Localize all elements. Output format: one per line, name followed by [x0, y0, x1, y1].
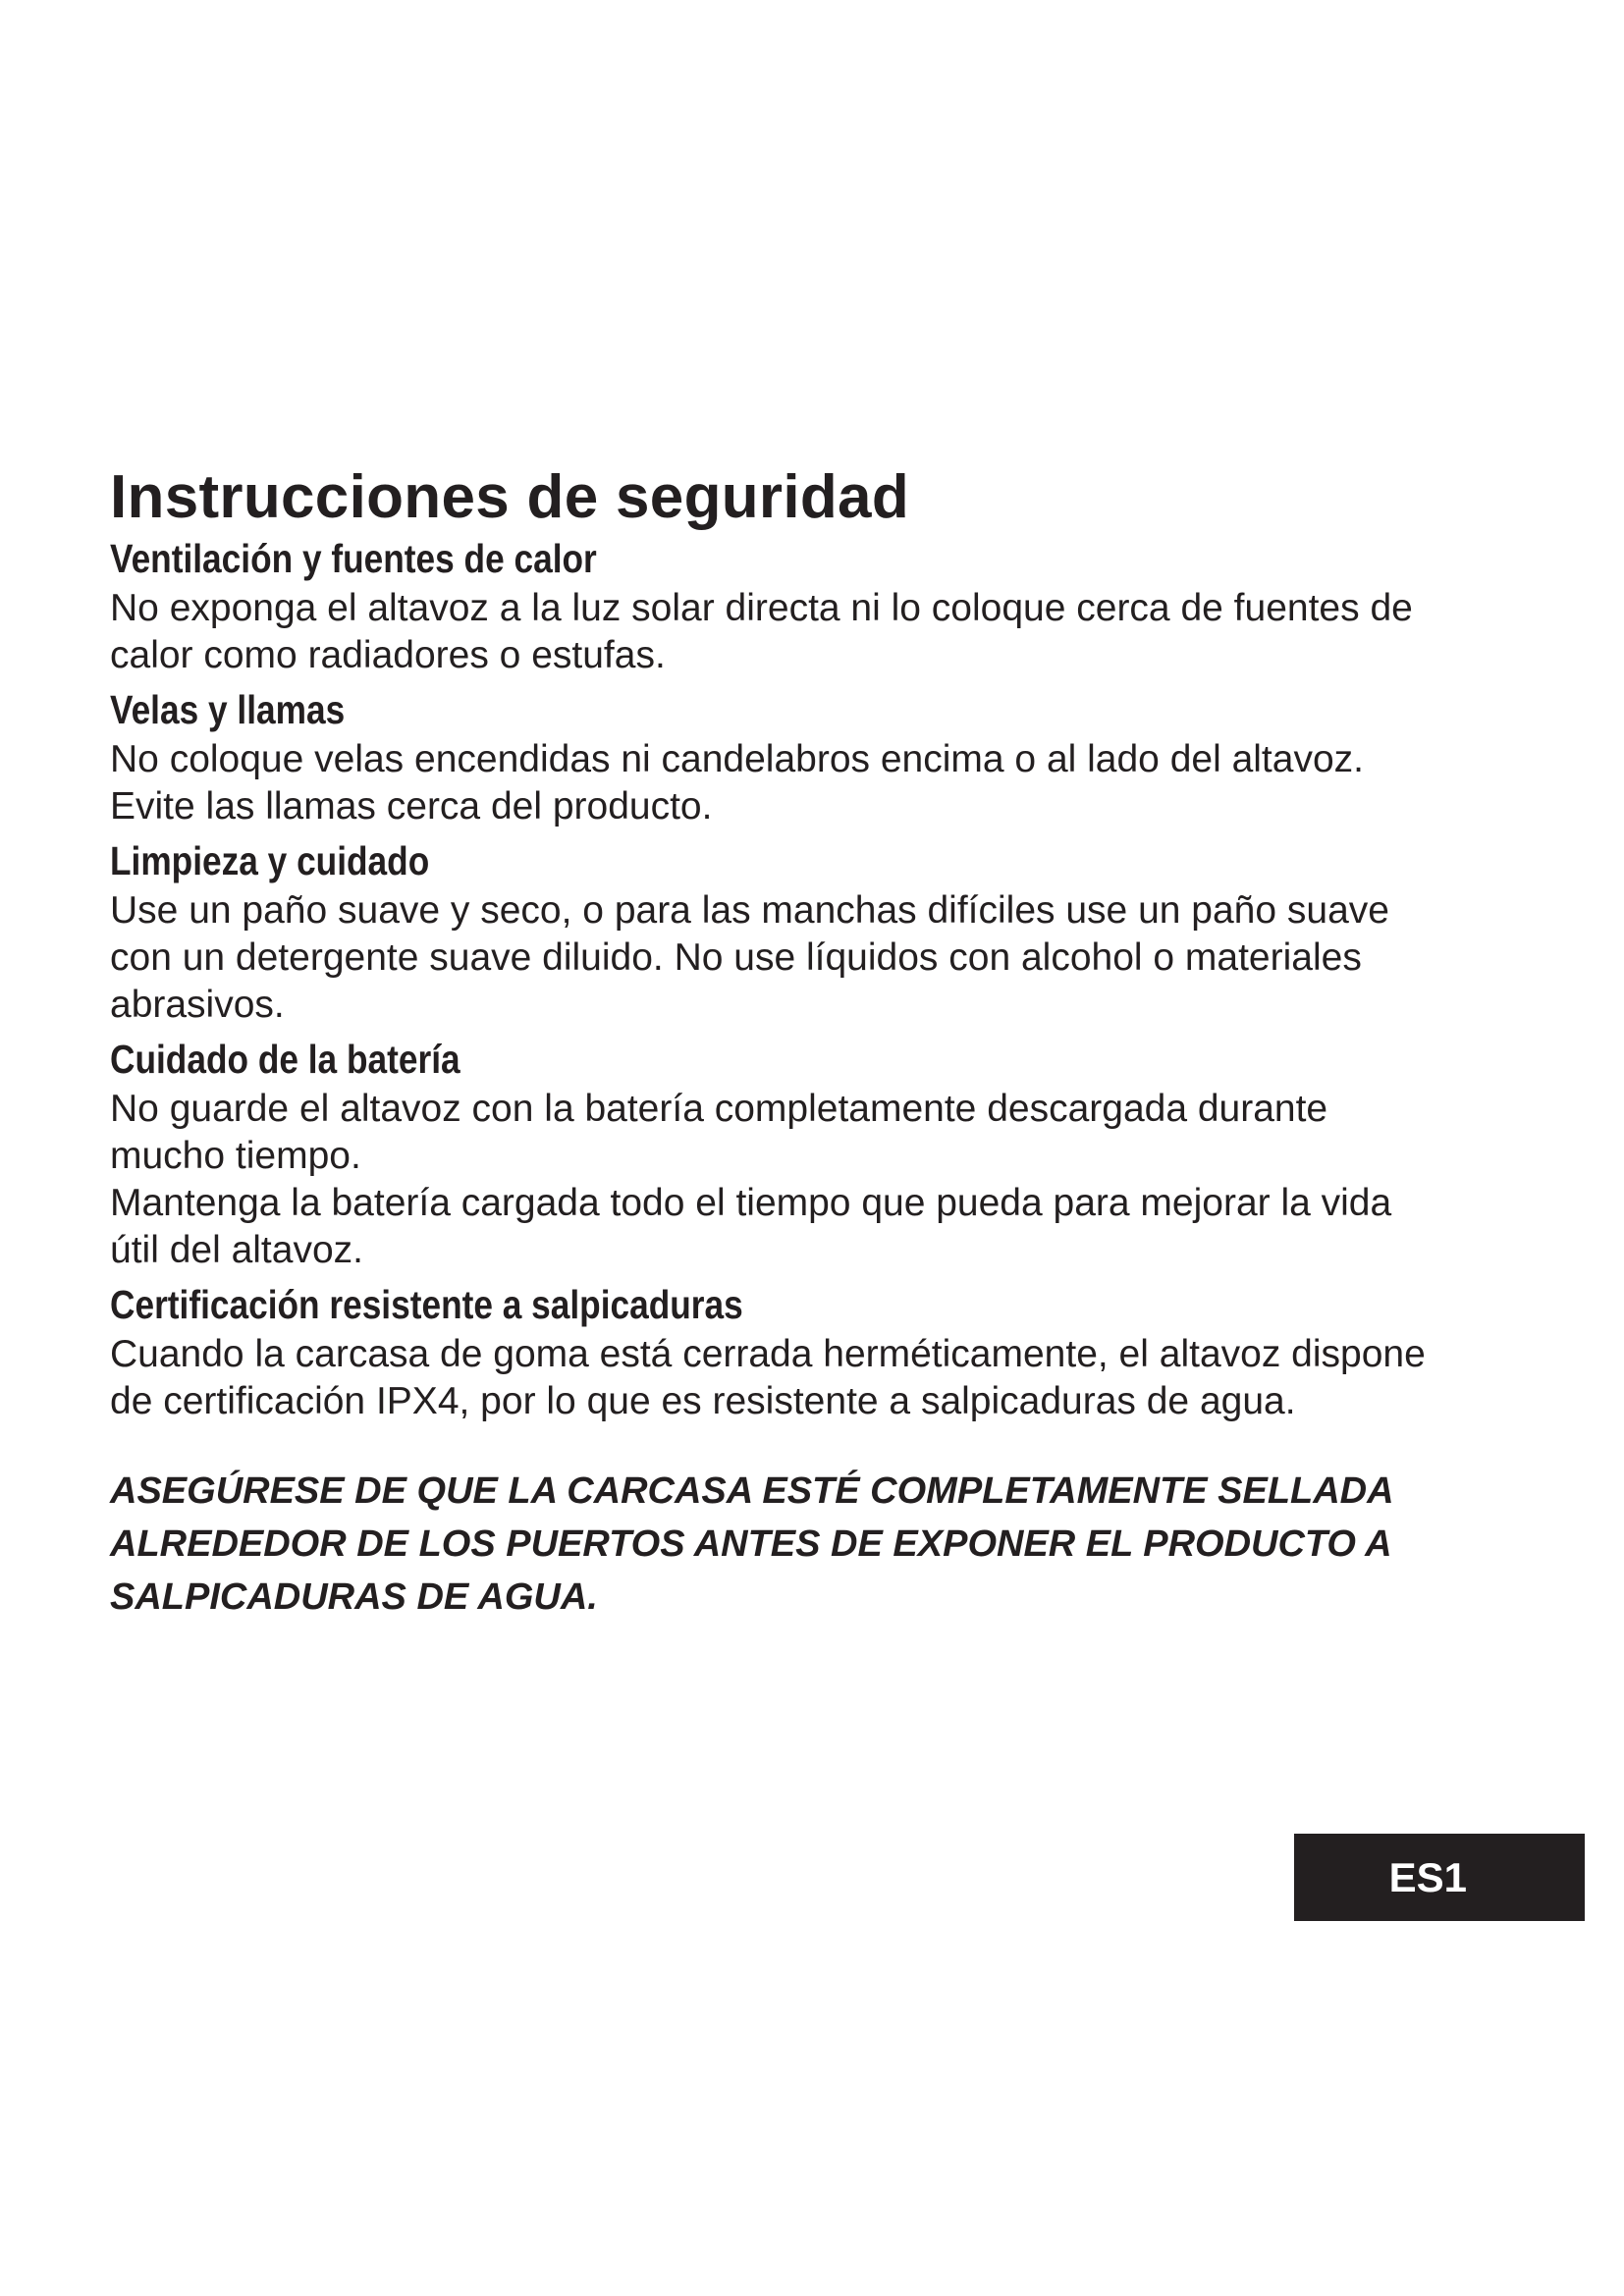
section-cleaning	[110, 836, 1524, 1029]
section-body: No exponga el altavoz a la luz solar directa ni lo coloque cerca de fuentes de calor como radiadores o estufas.	[110, 587, 1413, 676]
section-candles	[110, 685, 1524, 830]
section-heading: Certificación resistente a salpicaduras	[110, 1282, 743, 1327]
section-body: Cuando la carcasa de goma está cerrada herméticamente, el altavoz dispone de certificación IPX4, por lo que es resistente a salpicaduras de agua.	[110, 1333, 1426, 1422]
section-body: No guarde el altavoz con la batería completamente descargada durante mucho tiempo. Mantenga la batería cargada todo el tiempo que pueda para mejorar la vida útil del altavoz.	[110, 1088, 1392, 1271]
section-splash-certification	[110, 1280, 1524, 1425]
section-heading: Limpieza y cuidado	[110, 838, 430, 883]
page-number-badge	[1294, 1834, 1585, 1921]
section-heading: Ventilación y fuentes de calor	[110, 536, 597, 581]
section-body: No coloque velas encendidas ni candelabros encima o al lado del altavoz. Evite las llamas cerca del producto.	[110, 738, 1364, 828]
page-title: Instrucciones de seguridad	[110, 463, 910, 531]
page-number-label: ES1	[1388, 1853, 1467, 1900]
warning-notice: ASEGÚRESE DE QUE LA CARCASA ESTÉ COMPLETAMENTE SELLADA ALREDEDOR DE LOS PUERTOS ANTES DE EXPONER EL PRODUCTO A SALPICADURAS DE AGUA.	[110, 1470, 1394, 1618]
document-content	[110, 463, 1524, 1624]
section-heading: Velas y llamas	[110, 687, 346, 732]
section-body: Use un paño suave y seco, o para las manchas difíciles use un paño suave con un detergente suave diluido. No use líquidos con alcohol o materiales abrasivos.	[110, 889, 1389, 1026]
section-ventilation	[110, 534, 1524, 679]
section-heading: Cuidado de la batería	[110, 1037, 460, 1082]
section-battery	[110, 1035, 1524, 1274]
